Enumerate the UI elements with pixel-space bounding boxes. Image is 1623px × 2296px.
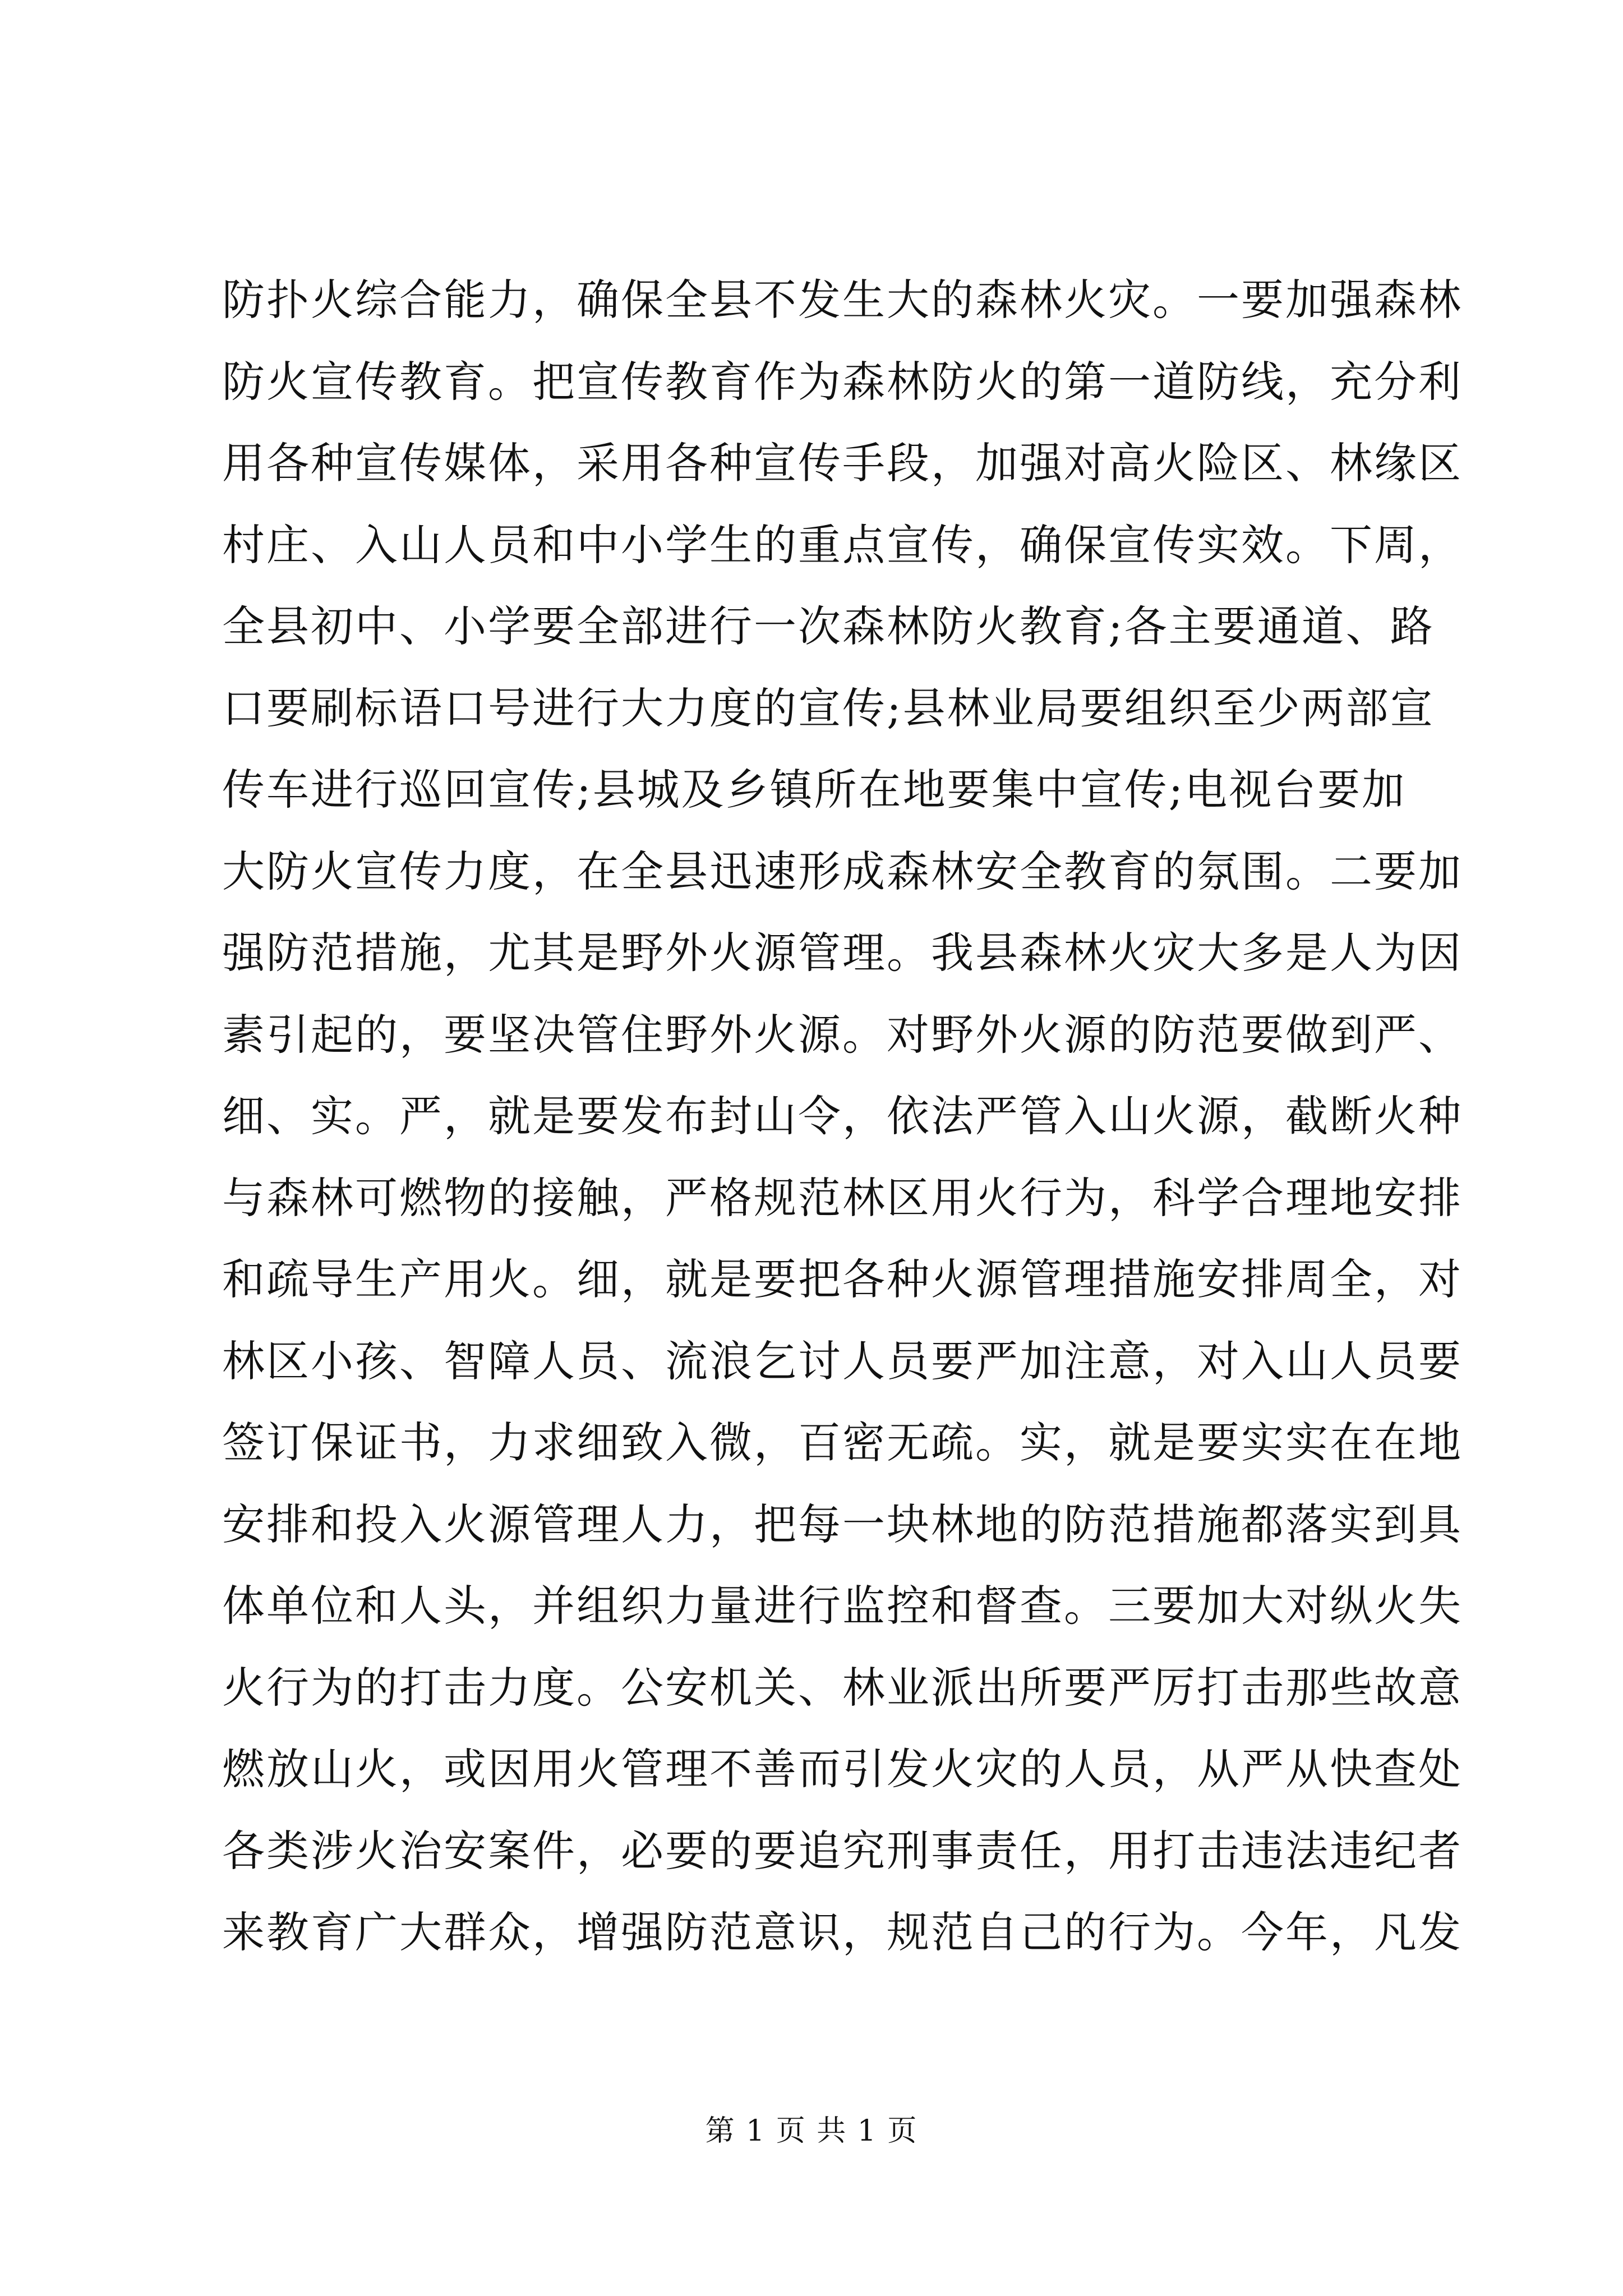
text-line: 各类涉火治安案件，必要的要追究刑事责任，用打击违法违纪者	[222, 1825, 1463, 1876]
text-line: 安排和投入火源管理人力，把每一块林地的防范措施都落实到具	[222, 1499, 1463, 1549]
text-line: 全县初中、小学要全部进行一次森林防火教育;各主要通道、路	[222, 601, 1435, 651]
text-line: 细、实。严，就是要发布封山令，依法严管入山火源，截断火种	[222, 1091, 1463, 1141]
text-line: 村庄、入山人员和中小学生的重点宣传，确保宣传实效。下周，	[222, 519, 1463, 570]
text-line: 燃放山火，或因用火管理不善而引发火灾的人员，从严从快查处	[222, 1744, 1463, 1794]
text-line: 与森林可燃物的接触，严格规范林区用火行为，科学合理地安排	[222, 1172, 1463, 1223]
text-line: 火行为的打击力度。公安机关、林业派出所要严厉打击那些故意	[222, 1662, 1463, 1713]
text-line: 和疏导生产用火。细，就是要把各种火源管理措施安排周全，对	[222, 1254, 1463, 1304]
text-line: 大防火宣传力度，在全县迅速形成森林安全教育的氛围。二要加	[222, 846, 1463, 896]
text-line: 口要刷标语口号进行大力度的宣传;县林业局要组织至少两部宣	[222, 683, 1435, 733]
text-line: 用各种宣传媒体，采用各种宣传手段，加强对高火险区、林缘区	[222, 438, 1463, 488]
text-line: 签订保证书，力求细致入微，百密无疏。实，就是要实实在在地	[222, 1418, 1463, 1467]
body-text	[222, 259, 1467, 1973]
text-line: 防火宣传教育。把宣传教育作为森林防火的第一道防线，充分利	[222, 356, 1463, 407]
page-number-footer: 第 1 页 共 1 页	[705, 2114, 918, 2148]
text-line: 体单位和人头，并组织力量进行监控和督查。三要加大对纵火失	[222, 1581, 1463, 1631]
text-line: 防扑火综合能力，确保全县不发生大的森林火灾。一要加强森林	[222, 275, 1463, 325]
text-line: 素引起的，要坚决管住野外火源。对野外火源的防范要做到严、	[222, 1009, 1463, 1060]
text-line: 传车进行巡回宣传;县城及乡镇所在地要集中宣传;电视台要加	[222, 765, 1407, 815]
text-line: 林区小孩、智障人员、流浪乞讨人员要严加注意，对入山人员要	[222, 1336, 1463, 1386]
text-line: 来教育广大群众，增强防范意识，规范自己的行为。今年，凡发	[222, 1907, 1463, 1957]
text-line: 强防范措施，尤其是野外火源管理。我县森林火灾大多是人为因	[222, 928, 1463, 978]
